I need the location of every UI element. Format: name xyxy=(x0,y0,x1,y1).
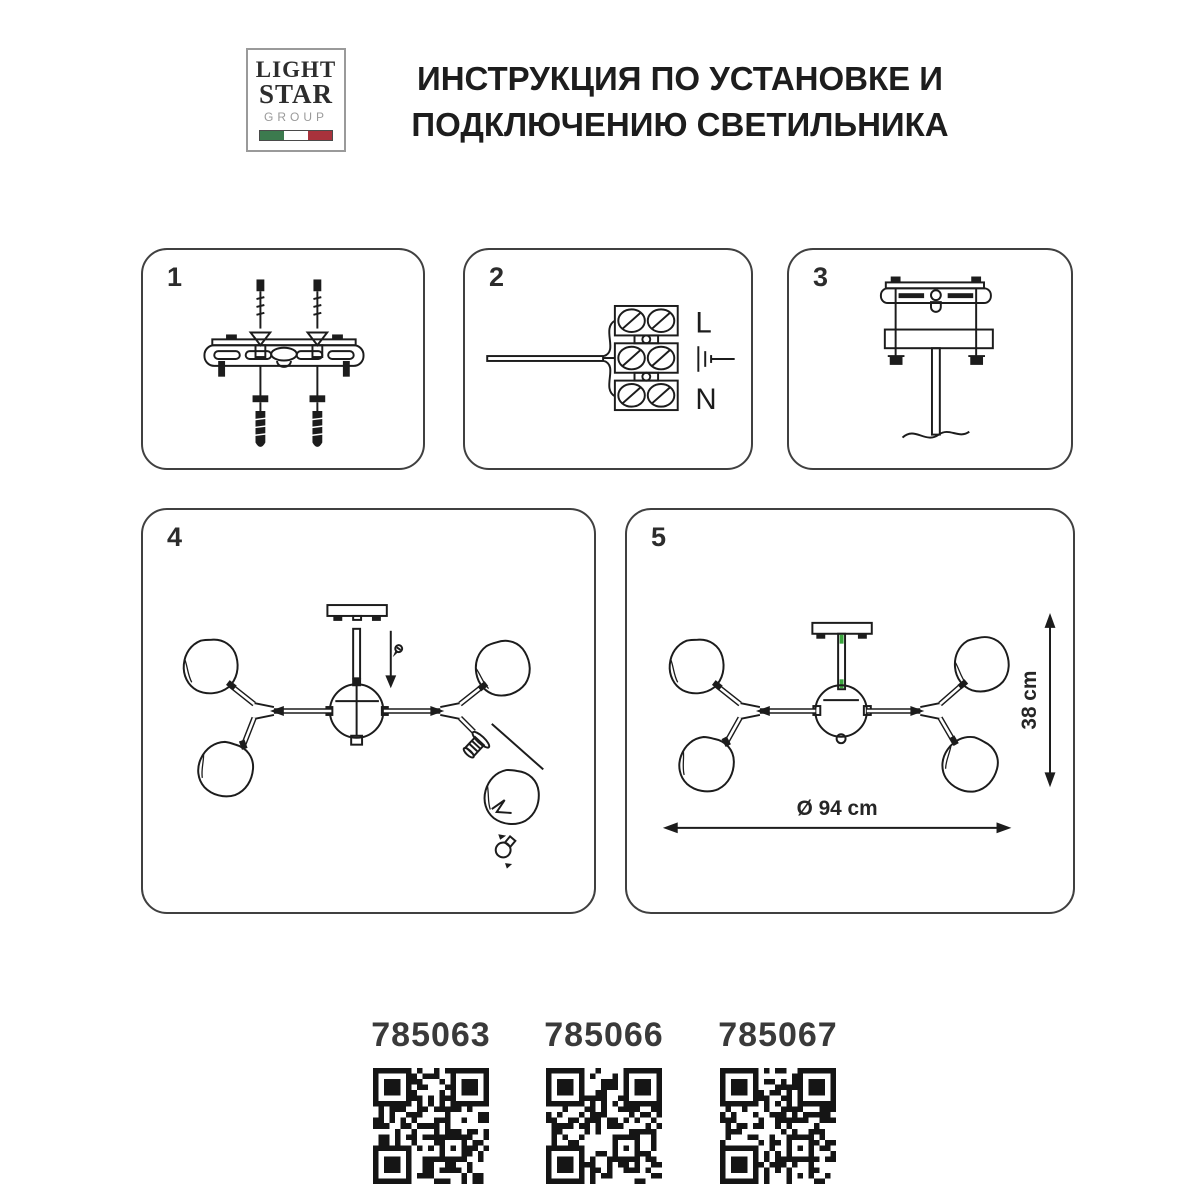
step-2-wiring-diagram xyxy=(465,250,751,468)
step-panel-1 xyxy=(141,248,425,470)
glass-globe xyxy=(191,735,260,804)
height-dimension xyxy=(1018,613,1055,787)
green-accent xyxy=(840,635,844,644)
earth-ground-icon xyxy=(698,346,734,372)
qr-code xyxy=(720,1068,836,1184)
product-code-block xyxy=(703,1016,853,1184)
terminal-block-icon xyxy=(615,306,678,410)
light-bulb-icon xyxy=(485,830,525,870)
step-5-dimensions-diagram xyxy=(627,510,1073,912)
step-panel-4 xyxy=(141,508,596,914)
step-panel-3 xyxy=(787,248,1073,470)
wall-anchor-icon xyxy=(310,366,326,447)
logo-text-group: GROUP xyxy=(263,109,328,124)
italian-flag-icon xyxy=(259,130,333,141)
wall-anchor-icon xyxy=(253,366,269,447)
logo-text-light: LIGHT xyxy=(255,57,337,82)
glass-globe xyxy=(480,766,542,828)
lamp-socket-icon xyxy=(459,730,491,762)
diameter-label: Ø 94 cm xyxy=(796,796,878,820)
qr-code xyxy=(546,1068,662,1184)
product-code: 785066 xyxy=(544,1016,664,1054)
line-wire-label: L xyxy=(695,306,712,340)
product-code: 785067 xyxy=(718,1016,838,1054)
step-number: 4 xyxy=(167,522,183,552)
diameter-dimension xyxy=(663,797,1012,833)
step-3-mounting-diagram xyxy=(789,250,1071,468)
product-code: 785063 xyxy=(371,1016,491,1054)
neutral-wire-label: N xyxy=(695,383,717,417)
step-panel-5 xyxy=(625,508,1075,914)
green-accent xyxy=(840,679,844,688)
step-number: 2 xyxy=(489,262,505,292)
title-line-2: ПОДКЛЮЧЕНИЮ СВЕТИЛЬНИКА xyxy=(411,106,949,144)
glass-globe xyxy=(670,640,724,694)
step-4-assembly-diagram xyxy=(143,510,594,912)
logo-text-star: STAR xyxy=(258,78,334,109)
step-number: 1 xyxy=(167,262,183,292)
step-panel-2 xyxy=(463,248,753,470)
title-line-1: ИНСТРУКЦИЯ ПО УСТАНОВКЕ И xyxy=(416,60,944,97)
step-number: 3 xyxy=(813,262,829,292)
lightstar-logo xyxy=(246,48,346,152)
product-code-block xyxy=(529,1016,679,1184)
glass-globe xyxy=(933,728,1007,801)
screw-icon xyxy=(390,644,404,659)
product-code-block xyxy=(356,1016,506,1184)
qr-code xyxy=(373,1068,489,1184)
height-label: 38 cm xyxy=(1018,670,1042,730)
glass-globe xyxy=(184,640,238,694)
page-title xyxy=(380,56,980,148)
step-1-bracket-screws-diagram xyxy=(143,250,423,468)
step-number: 5 xyxy=(651,522,667,552)
